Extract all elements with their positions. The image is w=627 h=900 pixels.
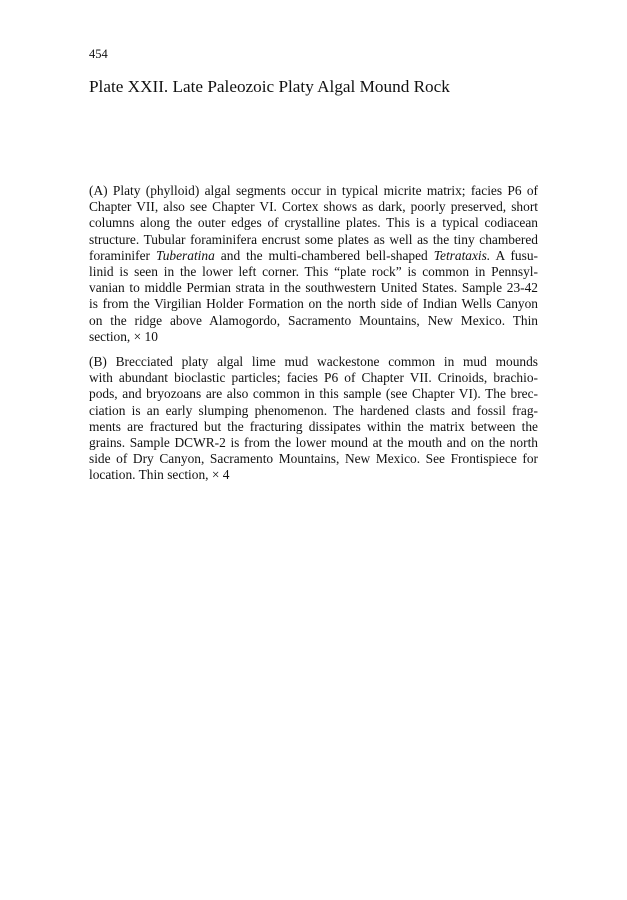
caption-b-line-7: side of Dry Canyon, Sacramento Mountains, New Mexico. See Frontispiece for [89, 451, 538, 467]
caption-a-line-10: section, × 10 [89, 328, 158, 344]
caption-b-line-6: grains. Sample DCWR-2 is from the lower mound at the mouth and on the north [89, 435, 538, 451]
caption-a-line-9: on the ridge above Alamogordo, Sacramento Mountains, New Mexico. Thin [89, 312, 538, 328]
genus-name-tetrataxis: Tetrataxis. [433, 247, 491, 263]
page-number: 454 [89, 47, 108, 61]
caption-b-line-3: pods, and bryozoans are also common in this sample (see Chapter VI). The brec- [89, 386, 538, 402]
caption-a-line-1: (A) Platy (phylloid) algal segments occur in typical micrite matrix; facies P6 of [89, 183, 538, 198]
caption-b-line-1: (B) Brecciated platy algal lime mud wackestone common in mud mounds [89, 354, 538, 369]
caption-b-line-8: location. Thin section, × 4 [89, 467, 230, 483]
caption-a-line-5-text-1: foraminifer [89, 247, 156, 263]
caption-a-line-5-text-2: and the multi-chambered bell-shaped [214, 247, 434, 263]
caption-b-line-5: ments are fractured but the fracturing dissipates within the matrix between the [89, 418, 538, 434]
caption-b-line-4: ciation is an early slumping phenomenon. The hardened clasts and fossil frag- [89, 402, 538, 418]
caption-a-line-2: Chapter VII, also see Chapter VI. Cortex shows as dark, poorly preserved, short [89, 199, 538, 215]
caption-a-line-7: vanian to middle Permian strata in the southwestern United States. Sample 23-42 [89, 280, 538, 296]
caption-a [89, 183, 538, 345]
caption-a-line-5 [89, 248, 538, 264]
caption-a-line-8: is from the Virgilian Holder Formation on the north side of Indian Wells Canyon [89, 296, 538, 312]
caption-a-line-5-text-3: A fusu- [490, 247, 538, 263]
caption-b-line-2: with abundant bioclastic particles; facies P6 of Chapter VII. Crinoids, brachio- [89, 370, 538, 386]
caption-a-line-6: linid is seen in the lower left corner. This “plate rock” is common in Pennsyl- [89, 264, 538, 280]
caption-a-line-3: columns along the outer edges of crystalline plates. This is a typical codiacean [89, 215, 538, 231]
plate-title: Plate XXII. Late Paleozoic Platy Algal Mound Rock [89, 77, 450, 96]
genus-name-tuberatina: Tuberatina [156, 247, 215, 263]
caption-a-line-4: structure. Tubular foraminifera encrust some plates as well as the tiny chambered [89, 231, 538, 247]
caption-b [89, 354, 538, 484]
